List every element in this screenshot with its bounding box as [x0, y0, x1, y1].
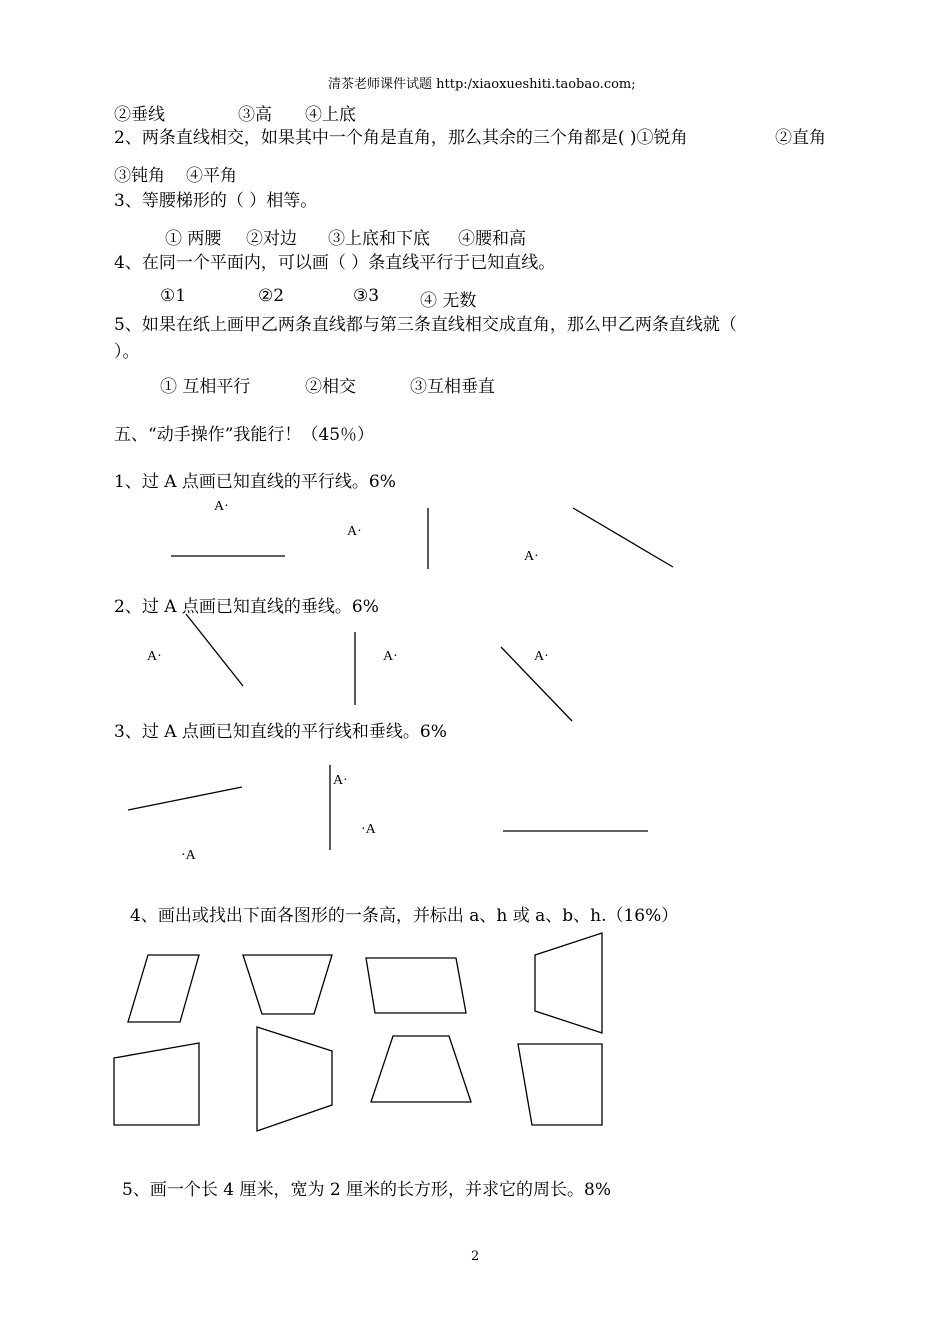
parallelogram-shape: [128, 955, 199, 1022]
q4-option-3: ③3: [353, 286, 380, 306]
practice-4-title: 4、画出或找出下面各图形的一条高，并标出 a、h 或 a、b、h.（16%）: [130, 906, 679, 926]
q4-option-2: ②2: [258, 286, 285, 306]
point-a-label: A·: [214, 499, 229, 514]
practice-3-title: 3、过 A 点画已知直线的平行线和垂线。6%: [114, 722, 447, 742]
trapezoid-shape: [535, 933, 602, 1033]
trapezoid-shape: [257, 1027, 332, 1131]
q3-option-1: ① 两腰: [165, 229, 222, 249]
parallelogram-shape: [366, 958, 466, 1013]
q4-option-1: ①1: [160, 286, 187, 306]
trapezoid-shape: [371, 1036, 471, 1102]
q3-option-2: ②对边: [246, 229, 297, 249]
point-a-label: ·A: [181, 848, 196, 863]
point-a-label: A·: [524, 549, 539, 564]
given-line: [186, 614, 243, 686]
q3-option-4: ④腰和高: [458, 229, 526, 249]
point-a-label: ·A: [361, 822, 376, 837]
given-line: [573, 508, 673, 567]
q1-option-2: ②垂线: [114, 105, 165, 125]
q2-option-2: ②直角: [775, 128, 826, 148]
trapezoid-shape: [243, 955, 332, 1014]
q4-option-4: ④ 无数: [420, 291, 477, 311]
page-header: 清茶老师课件试题 http:/xiaoxueshiti.taobao.com;: [328, 77, 636, 92]
trapezoid-shape: [114, 1043, 199, 1125]
point-a-label: A·: [333, 773, 348, 788]
given-line: [128, 787, 242, 810]
given-line: [501, 647, 572, 721]
point-a-label: A·: [147, 649, 162, 664]
q5-option-2: ②相交: [305, 377, 356, 397]
q3-text: 3、等腰梯形的（ ）相等。: [114, 191, 318, 211]
practice-2-title: 2、过 A 点画已知直线的垂线。6%: [114, 597, 379, 617]
q5-option-1: ① 互相平行: [160, 377, 251, 397]
q2-text: 2、两条直线相交，如果其中一个角是直角，那么其余的三个角都是( )①锐角: [114, 128, 688, 148]
q1-option-4: ④上底: [305, 105, 356, 125]
q4-text: 4、在同一个平面内，可以画（ ）条直线平行于已知直线。: [114, 253, 556, 273]
q5-text-cont: ）。: [114, 342, 140, 362]
point-a-label: A·: [347, 524, 362, 539]
practice-1-title: 1、过 A 点画已知直线的平行线。6%: [114, 472, 396, 492]
section5-title: 五、“动手操作”我能行！（45％）: [114, 425, 375, 445]
q2-option-3: ③钝角: [114, 166, 165, 186]
q1-option-3: ③高: [238, 105, 272, 125]
point-a-label: A·: [383, 649, 398, 664]
practice-5-title: 5、画一个长 4 厘米，宽为 2 厘米的长方形，并求它的周长。8%: [122, 1180, 612, 1200]
q5-text: 5、如果在纸上画甲乙两条直线都与第三条直线相交成直角，那么甲乙两条直线就（: [114, 315, 737, 335]
q2-option-4: ④平角: [186, 166, 237, 186]
q5-option-3: ③互相垂直: [410, 377, 495, 397]
point-a-label: A·: [534, 649, 549, 664]
trapezoid-shape: [518, 1044, 602, 1125]
q3-option-3: ③上底和下底: [328, 229, 430, 249]
page-number: 2: [471, 1249, 480, 1264]
